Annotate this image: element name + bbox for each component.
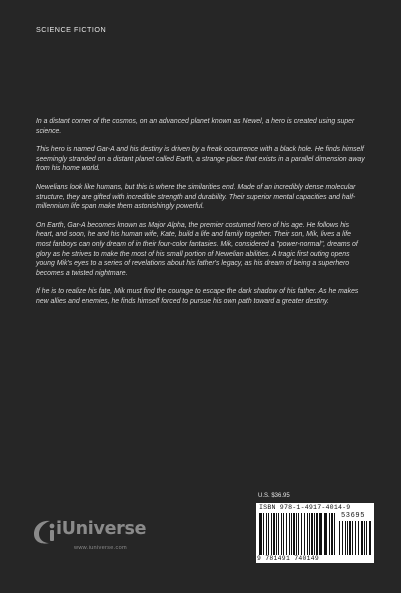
publisher-logo: [30, 517, 180, 561]
publisher-name: iUniverse: [56, 519, 147, 539]
blurb-paragraph: In a distant corner of the cosmos, on an advanced planet known as Newel, a hero is created using super science.: [36, 118, 355, 135]
ean-number: 9 781491 740149: [257, 555, 320, 562]
isbn-text: ISBN 978-1-4917-4014-9: [259, 504, 351, 511]
addon-number: 53695: [341, 512, 366, 520]
price-label: U.S. $36.95: [258, 493, 290, 499]
ean-barcode-bars: [259, 513, 337, 555]
blurb-paragraph: Newelians look like humans, but this is where the similarities end. Made of an incredibly dense molecular structure, they are gifted with incredible strength and durability. Their superior mental capacities and half-millennium life span make them astonishingly powerful.: [36, 183, 356, 211]
blurb-paragraph: If he is to realize his fate, Mik must find the courage to escape the dark shadow of his father. As he makes new allies and enemies, he finds himself forced to pursue his own path toward a greater destiny.: [36, 288, 359, 305]
blurb-paragraph: On Earth, Gar-A becomes known as Major Alpha, the premier costumed hero of his age. He follows his heart, and soon, he and his human wife, Kate, build a life and family together. Their son, Mik, lives a life most fanboys can only dream of in their four-color fantasies. Mik, considered a "power-normal", dreams of glory as he strives to make the most of his small portion of Newelian abilities. A tragic first outing opens young Mik's eyes to a series of revelations about his father's legacy, as his dream of being a superhero becomes a twisted nightmare.: [36, 221, 358, 277]
addon-barcode-bars: [339, 521, 371, 555]
back-cover-blurb: [36, 117, 366, 316]
publisher-url: www.iuniverse.com: [74, 545, 127, 551]
genre-label: SCIENCE FICTION: [36, 25, 107, 34]
blurb-paragraph: This hero is named Gar-A and his destiny is driven by a freak occurrence with a black hole. He finds himself seemingly stranded on a distant planet called Earth, a strange place that exists in a parallel dimension away from his home world.: [36, 146, 365, 173]
isbn-barcode: [256, 503, 374, 563]
